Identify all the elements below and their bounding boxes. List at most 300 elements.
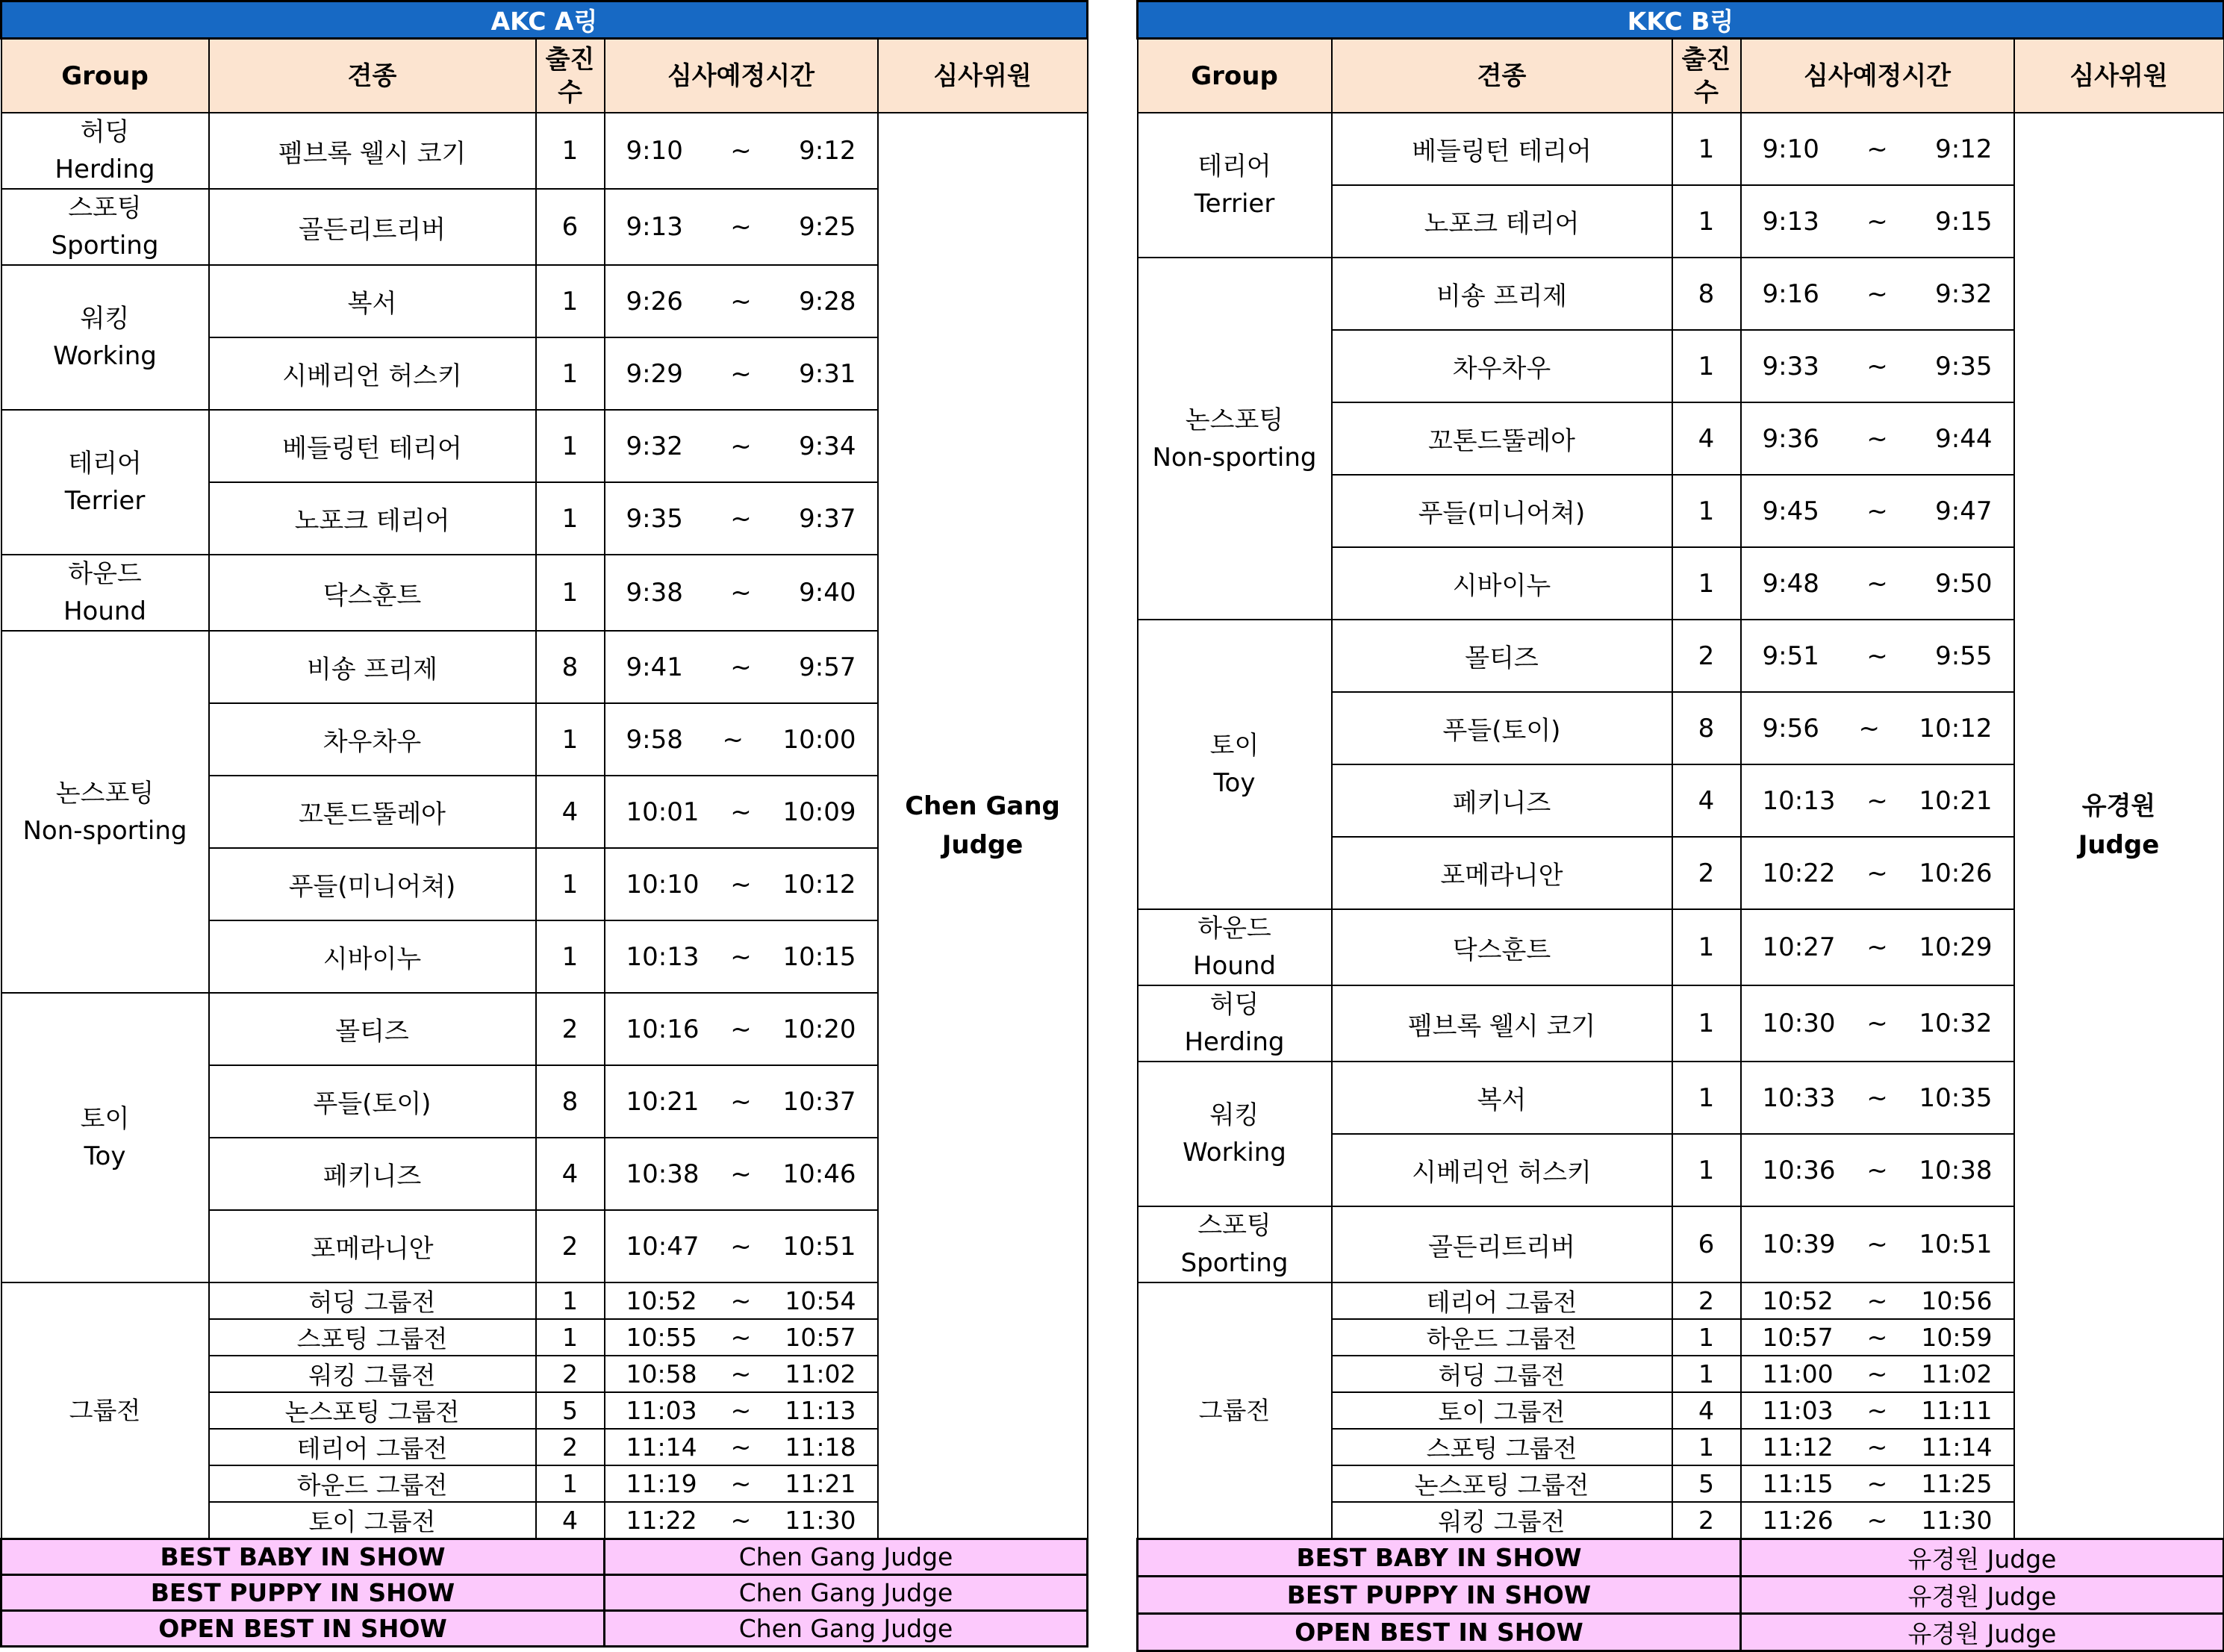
entry-count: 1: [536, 848, 605, 920]
breed-name: 시베리언 허스키: [1332, 1134, 1672, 1206]
group-name: 워킹 Working: [1, 265, 209, 410]
tilde: ~: [1866, 496, 1888, 526]
breed-name: 꼬톤드뚤레아: [209, 776, 536, 848]
entry-count: 6: [1672, 1206, 1741, 1282]
breed-name: 복서: [209, 265, 536, 337]
time-cell: [1741, 113, 2014, 185]
breed-name: 시바이누: [1332, 547, 1672, 620]
time-cell: [1741, 764, 2014, 837]
time-cell: [605, 1502, 878, 1539]
time-cell: [1741, 1429, 2014, 1465]
breed-name: 몰티즈: [1332, 620, 1672, 692]
entry-count: 2: [536, 1429, 605, 1465]
group-show-label: 그룹전: [1, 1282, 209, 1539]
entry-count: 5: [536, 1392, 605, 1429]
tilde: ~: [730, 503, 752, 534]
start-time: 11:19: [626, 1469, 697, 1498]
end-time: 9:57: [799, 652, 856, 682]
tilde: ~: [730, 1433, 752, 1462]
end-time: 9:55: [1935, 640, 1993, 671]
start-time: 9:13: [626, 212, 683, 242]
end-time: 10:09: [782, 797, 856, 827]
time-cell: [1741, 1502, 2014, 1539]
time-cell: [1741, 1392, 2014, 1429]
entry-count: 1: [1672, 113, 1741, 185]
start-time: 10:57: [1762, 1323, 1834, 1352]
header-judge: 심사위원: [2014, 39, 2224, 113]
time-cell: [605, 1138, 878, 1210]
start-time: 11:22: [626, 1506, 697, 1535]
end-time: 10:37: [782, 1086, 856, 1117]
start-time: 9:10: [1762, 134, 1819, 164]
time-cell: [605, 482, 878, 555]
entry-count: 1: [1672, 1356, 1741, 1392]
entry-count: 6: [536, 189, 605, 265]
time-cell: [605, 631, 878, 703]
breed-name: 노포크 테리어: [209, 482, 536, 555]
end-time: 10:59: [1921, 1323, 1993, 1352]
end-time: 10:20: [782, 1014, 856, 1044]
tilde: ~: [730, 1014, 752, 1044]
entry-count: 2: [536, 993, 605, 1065]
end-time: 10:54: [785, 1286, 856, 1315]
end-time: 11:18: [785, 1433, 856, 1462]
breed-name: 복서: [1332, 1062, 1672, 1134]
best-label: OPEN BEST IN SHOW: [1138, 1614, 1741, 1651]
group-name: 토이 Toy: [1, 993, 209, 1282]
tilde: ~: [1866, 1469, 1888, 1498]
breed-name: 허딩 그룹전: [1332, 1356, 1672, 1392]
time-cell: [605, 1356, 878, 1392]
start-time: 11:14: [626, 1433, 697, 1462]
group-name: 워킹 Working: [1138, 1062, 1332, 1206]
entry-count: 1: [536, 703, 605, 776]
breed-name: 골든리트리버: [1332, 1206, 1672, 1282]
start-time: 11:26: [1762, 1506, 1834, 1535]
breed-name: 차우차우: [209, 703, 536, 776]
entry-count: 4: [536, 776, 605, 848]
time-cell: [605, 993, 878, 1065]
tilde: ~: [730, 1159, 752, 1189]
entry-count: 4: [1672, 1392, 1741, 1429]
breed-name: 하운드 그룹전: [209, 1465, 536, 1502]
breed-name: 페키니즈: [1332, 764, 1672, 837]
breed-name: 닥스훈트: [209, 555, 536, 631]
header-count: 출진 수: [536, 39, 605, 113]
entry-count: 1: [536, 1465, 605, 1502]
time-cell: [605, 1465, 878, 1502]
end-time: 11:25: [1921, 1469, 1993, 1498]
table-row: [1, 113, 1088, 189]
end-time: 11:02: [785, 1359, 856, 1388]
ring-title: AKC A링: [1, 1, 1088, 39]
end-time: 11:30: [785, 1506, 856, 1535]
time-cell: [605, 337, 878, 410]
breed-name: 시바이누: [209, 920, 536, 993]
best-judge: Chen Gang Judge: [605, 1575, 1088, 1611]
time-cell: [1741, 475, 2014, 547]
start-time: 10:13: [1762, 785, 1836, 816]
header-time: 심사예정시간: [605, 39, 878, 113]
breed-name: 테리어 그룹전: [209, 1429, 536, 1465]
entry-count: 1: [1672, 330, 1741, 402]
time-cell: [1741, 1062, 2014, 1134]
header-count: 출진 수: [1672, 39, 1741, 113]
entry-count: 1: [1672, 547, 1741, 620]
start-time: 9:35: [626, 503, 683, 534]
end-time: 9:32: [1935, 278, 1993, 309]
entry-count: 1: [1672, 185, 1741, 258]
start-time: 9:13: [1762, 206, 1819, 237]
start-time: 9:58: [626, 724, 683, 755]
tilde: ~: [1866, 206, 1888, 237]
end-time: 9:47: [1935, 496, 1993, 526]
time-cell: [605, 189, 878, 265]
breed-name: 스포팅 그룹전: [209, 1319, 536, 1356]
time-cell: [605, 555, 878, 631]
best-in-show-row: [1138, 1577, 2224, 1614]
time-cell: [1741, 258, 2014, 330]
schedule-table: [0, 0, 1088, 1648]
breed-name: 베들링턴 테리어: [209, 410, 536, 482]
time-cell: [1741, 909, 2014, 985]
tilde: ~: [730, 431, 752, 461]
time-cell: [605, 776, 878, 848]
breed-name: 베들링턴 테리어: [1332, 113, 1672, 185]
start-time: 9:56: [1762, 713, 1819, 744]
breed-name: 포메라니안: [209, 1210, 536, 1282]
breed-name: 펨브록 웰시 코기: [1332, 985, 1672, 1062]
end-time: 9:50: [1935, 568, 1993, 599]
entry-count: 2: [1672, 620, 1741, 692]
start-time: 9:26: [626, 286, 683, 317]
entry-count: 2: [536, 1356, 605, 1392]
entry-count: 2: [1672, 1502, 1741, 1539]
end-time: 9:31: [799, 358, 856, 389]
breed-name: 하운드 그룹전: [1332, 1319, 1672, 1356]
end-time: 10:51: [1919, 1229, 1993, 1259]
time-cell: [1741, 330, 2014, 402]
ring-title: KKC B링: [1138, 1, 2224, 39]
best-in-show-row: [1, 1611, 1088, 1647]
start-time: 9:10: [626, 136, 683, 166]
group-show-label: 그룹전: [1138, 1282, 1332, 1539]
end-time: 9:15: [1935, 206, 1993, 237]
best-judge: 유경원 Judge: [1741, 1614, 2224, 1651]
entry-count: 1: [1672, 475, 1741, 547]
breed-name: 차우차우: [1332, 330, 1672, 402]
tilde: ~: [1866, 278, 1888, 309]
best-label: BEST BABY IN SHOW: [1138, 1539, 1741, 1577]
end-time: 11:13: [785, 1396, 856, 1425]
tilde: ~: [730, 941, 752, 972]
time-cell: [605, 703, 878, 776]
tilde: ~: [730, 1231, 752, 1262]
tilde: ~: [730, 212, 752, 242]
time-cell: [1741, 402, 2014, 475]
start-time: 9:38: [626, 578, 683, 608]
entry-count: 1: [536, 265, 605, 337]
breed-name: 비숑 프리제: [1332, 258, 1672, 330]
breed-name: 포메라니안: [1332, 837, 1672, 909]
entry-count: 1: [1672, 909, 1741, 985]
schedule-table: [1136, 0, 2224, 1652]
entry-count: 2: [1672, 837, 1741, 909]
tilde: ~: [722, 724, 744, 755]
tilde: ~: [1866, 568, 1888, 599]
end-time: 10:29: [1919, 932, 1993, 962]
start-time: 10:52: [1762, 1286, 1834, 1315]
breed-name: 몰티즈: [209, 993, 536, 1065]
tilde: ~: [730, 578, 752, 608]
entry-count: 1: [536, 555, 605, 631]
end-time: 10:26: [1919, 858, 1993, 888]
start-time: 11:12: [1762, 1433, 1834, 1462]
tilde: ~: [1866, 1229, 1888, 1259]
entry-count: 5: [1672, 1465, 1741, 1502]
akc-ring-a-panel: [0, 0, 1088, 1648]
entry-count: 1: [1672, 1062, 1741, 1134]
group-name: 하운드 Hound: [1138, 909, 1332, 985]
breed-name: 논스포팅 그룹전: [1332, 1465, 1672, 1502]
start-time: 10:58: [626, 1359, 697, 1388]
tilde: ~: [1866, 1286, 1888, 1315]
tilde: ~: [730, 1506, 752, 1535]
time-cell: [1741, 692, 2014, 764]
start-time: 9:36: [1762, 423, 1819, 454]
tilde: ~: [1866, 1506, 1888, 1535]
start-time: 9:29: [626, 358, 683, 389]
breed-name: 노포크 테리어: [1332, 185, 1672, 258]
time-cell: [605, 265, 878, 337]
time-cell: [605, 1429, 878, 1465]
tilde: ~: [730, 358, 752, 389]
entry-count: 1: [1672, 1429, 1741, 1465]
tilde: ~: [1866, 785, 1888, 816]
entry-count: 4: [1672, 402, 1741, 475]
entry-count: 1: [536, 337, 605, 410]
start-time: 11:15: [1762, 1469, 1834, 1498]
entry-count: 8: [536, 631, 605, 703]
tilde: ~: [1866, 1396, 1888, 1425]
header-row: [1138, 39, 2224, 113]
time-cell: [605, 1392, 878, 1429]
start-time: 10:39: [1762, 1229, 1836, 1259]
end-time: 10:12: [1919, 713, 1993, 744]
entry-count: 4: [536, 1138, 605, 1210]
tilde: ~: [1866, 932, 1888, 962]
tilde: ~: [730, 652, 752, 682]
start-time: 10:16: [626, 1014, 700, 1044]
end-time: 10:46: [782, 1159, 856, 1189]
start-time: 9:48: [1762, 568, 1819, 599]
breed-name: 골든리트리버: [209, 189, 536, 265]
start-time: 10:10: [626, 869, 700, 900]
start-time: 10:55: [626, 1323, 697, 1352]
breed-name: 스포팅 그룹전: [1332, 1429, 1672, 1465]
end-time: 9:37: [799, 503, 856, 534]
ring-title-row: [1138, 1, 2224, 39]
entry-count: 8: [536, 1065, 605, 1138]
entry-count: 2: [536, 1210, 605, 1282]
time-cell: [1741, 1282, 2014, 1319]
tilde: ~: [1866, 351, 1888, 381]
tilde: ~: [1866, 423, 1888, 454]
breed-name: 꼬톤드뚤레아: [1332, 402, 1672, 475]
end-time: 10:21: [1919, 785, 1993, 816]
end-time: 10:12: [782, 869, 856, 900]
judge-name: 유경원 Judge: [2014, 113, 2224, 1539]
end-time: 10:38: [1919, 1155, 1993, 1185]
start-time: 11:03: [626, 1396, 697, 1425]
breed-name: 푸들(미니어쳐): [209, 848, 536, 920]
time-cell: [605, 1319, 878, 1356]
end-time: 11:21: [785, 1469, 856, 1498]
end-time: 10:15: [782, 941, 856, 972]
start-time: 10:13: [626, 941, 700, 972]
tilde: ~: [1858, 713, 1880, 744]
end-time: 11:02: [1921, 1359, 1993, 1388]
entry-count: 1: [536, 113, 605, 189]
header-time: 심사예정시간: [1741, 39, 2014, 113]
end-time: 11:30: [1921, 1506, 1993, 1535]
start-time: 10:38: [626, 1159, 700, 1189]
breed-name: 워킹 그룹전: [209, 1356, 536, 1392]
entry-count: 4: [1672, 764, 1741, 837]
entry-count: 8: [1672, 692, 1741, 764]
breed-name: 비숑 프리제: [209, 631, 536, 703]
entry-count: 1: [1672, 1319, 1741, 1356]
tilde: ~: [1866, 1009, 1888, 1038]
tilde: ~: [730, 136, 752, 166]
entry-count: 1: [536, 920, 605, 993]
end-time: 9:28: [799, 286, 856, 317]
breed-name: 푸들(토이): [209, 1065, 536, 1138]
group-name: 논스포팅 Non-sporting: [1, 631, 209, 993]
entry-count: 1: [1672, 1134, 1741, 1206]
start-time: 10:01: [626, 797, 700, 827]
time-cell: [605, 920, 878, 993]
tilde: ~: [1866, 1155, 1888, 1185]
best-in-show-row: [1, 1539, 1088, 1575]
header-group: Group: [1138, 39, 1332, 113]
time-cell: [605, 1210, 878, 1282]
breed-name: 펨브록 웰시 코기: [209, 113, 536, 189]
start-time: 10:21: [626, 1086, 700, 1117]
breed-name: 워킹 그룹전: [1332, 1502, 1672, 1539]
end-time: 10:57: [785, 1323, 856, 1352]
best-label: BEST BABY IN SHOW: [1, 1539, 605, 1575]
breed-name: 토이 그룹전: [1332, 1392, 1672, 1429]
start-time: 10:30: [1762, 1009, 1836, 1038]
time-cell: [1741, 185, 2014, 258]
tilde: ~: [1866, 1359, 1888, 1388]
tilde: ~: [730, 1286, 752, 1315]
tilde: ~: [1866, 1082, 1888, 1113]
header-judge: 심사위원: [878, 39, 1088, 113]
time-cell: [605, 113, 878, 189]
start-time: 11:03: [1762, 1396, 1834, 1425]
group-name: 허딩 Herding: [1, 113, 209, 189]
time-cell: [1741, 1134, 2014, 1206]
judge-name: Chen Gang Judge: [878, 113, 1088, 1539]
time-cell: [1741, 1465, 2014, 1502]
group-name: 스포팅 Sporting: [1138, 1206, 1332, 1282]
ring-title-row: [1, 1, 1088, 39]
entry-count: 1: [536, 482, 605, 555]
group-name: 토이 Toy: [1138, 620, 1332, 909]
time-cell: [1741, 547, 2014, 620]
group-name: 허딩 Herding: [1138, 985, 1332, 1062]
time-cell: [1741, 985, 2014, 1062]
start-time: 9:16: [1762, 278, 1819, 309]
breed-name: 푸들(토이): [1332, 692, 1672, 764]
breed-name: 시베리언 허스키: [209, 337, 536, 410]
best-judge: Chen Gang Judge: [605, 1611, 1088, 1647]
time-cell: [605, 848, 878, 920]
end-time: 10:32: [1919, 1009, 1993, 1038]
end-time: 9:12: [1935, 134, 1993, 164]
end-time: 10:51: [782, 1231, 856, 1262]
tilde: ~: [730, 1469, 752, 1498]
breed-name: 페키니즈: [209, 1138, 536, 1210]
best-judge: 유경원 Judge: [1741, 1539, 2224, 1577]
group-name: 하운드 Hound: [1, 555, 209, 631]
entry-count: 8: [1672, 258, 1741, 330]
tilde: ~: [730, 1359, 752, 1388]
entry-count: 4: [536, 1502, 605, 1539]
group-name: 논스포팅 Non-sporting: [1138, 258, 1332, 620]
start-time: 10:22: [1762, 858, 1836, 888]
group-name: 테리어 Terrier: [1, 410, 209, 555]
end-time: 11:11: [1921, 1396, 1993, 1425]
tilde: ~: [730, 797, 752, 827]
end-time: 9:25: [799, 212, 856, 242]
best-in-show-row: [1138, 1539, 2224, 1577]
tilde: ~: [730, 1086, 752, 1117]
end-time: 9:35: [1935, 351, 1993, 381]
start-time: 9:33: [1762, 351, 1819, 381]
start-time: 10:47: [626, 1231, 700, 1262]
breed-name: 푸들(미니어쳐): [1332, 475, 1672, 547]
kkc-ring-b-panel: [1136, 0, 2224, 1652]
breed-name: 토이 그룹전: [209, 1502, 536, 1539]
entry-count: 2: [1672, 1282, 1741, 1319]
end-time: 11:14: [1921, 1433, 1993, 1462]
end-time: 9:40: [799, 578, 856, 608]
tilde: ~: [730, 1323, 752, 1352]
start-time: 9:41: [626, 652, 683, 682]
best-label: OPEN BEST IN SHOW: [1, 1611, 605, 1647]
tilde: ~: [730, 1396, 752, 1425]
header-row: [1, 39, 1088, 113]
entry-count: 1: [536, 1319, 605, 1356]
header-breed: 견종: [1332, 39, 1672, 113]
end-time: 9:34: [799, 431, 856, 461]
entry-count: 1: [1672, 985, 1741, 1062]
start-time: 10:52: [626, 1286, 697, 1315]
breed-name: 테리어 그룹전: [1332, 1282, 1672, 1319]
end-time: 9:44: [1935, 423, 1993, 454]
start-time: 11:00: [1762, 1359, 1834, 1388]
start-time: 10:33: [1762, 1082, 1836, 1113]
tilde: ~: [1866, 1323, 1888, 1352]
end-time: 10:56: [1921, 1286, 1993, 1315]
best-in-show-row: [1, 1575, 1088, 1611]
time-cell: [605, 1282, 878, 1319]
tilde: ~: [1866, 640, 1888, 671]
tilde: ~: [1866, 858, 1888, 888]
